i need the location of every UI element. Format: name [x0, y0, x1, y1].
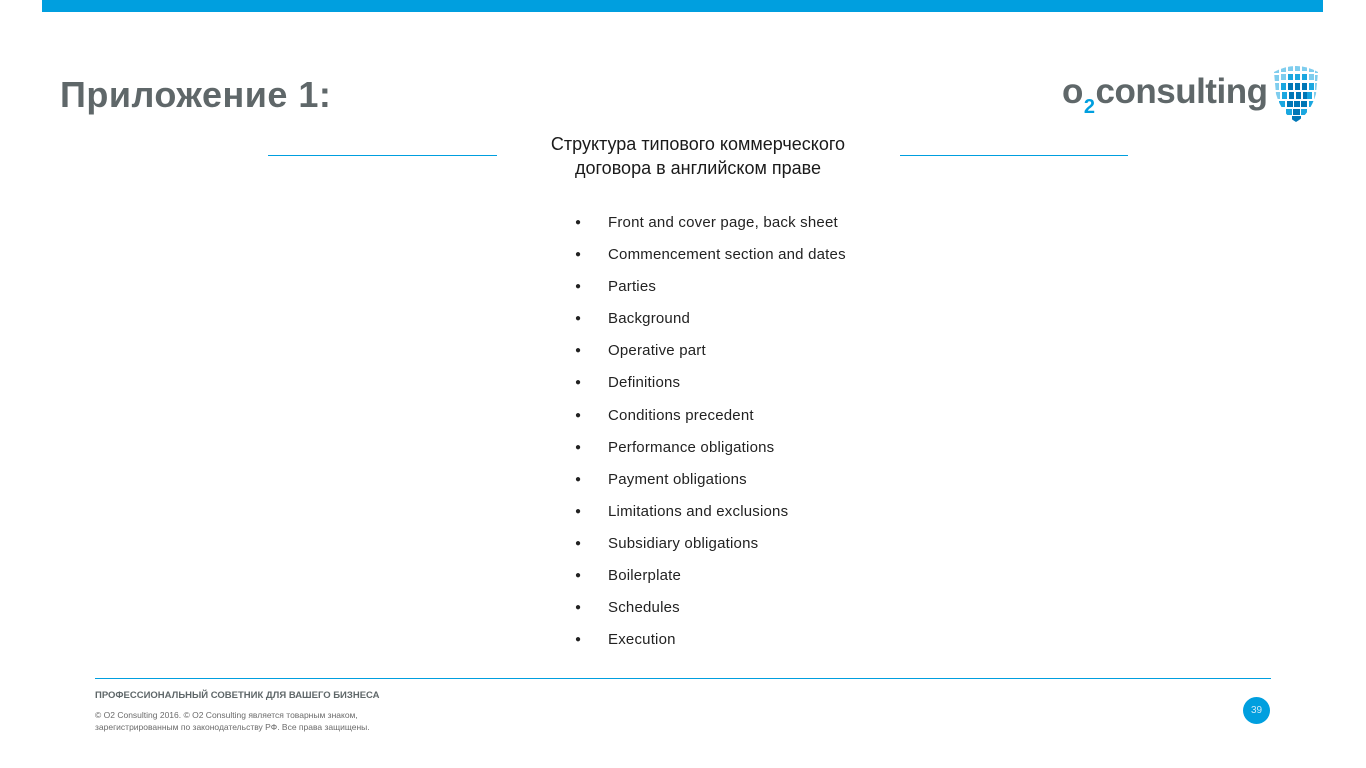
- bullet-icon: ●: [575, 473, 582, 485]
- bullet-icon: ●: [575, 634, 582, 646]
- footer-copyright: © O2 Consulting 2016. © O2 Consulting является товарным знаком, зарегистрированным по законодательству РФ. Все права защищены.: [95, 710, 370, 732]
- bullet-icon: ●: [575, 345, 582, 357]
- bullet-icon: ●: [575, 537, 582, 549]
- bullet-icon: ●: [575, 441, 582, 453]
- bullet-icon: ●: [575, 409, 582, 421]
- logo-wordmark: $o_2consulting$: [1062, 72, 1268, 118]
- bullet-icon: ●: [575, 249, 582, 261]
- bullet-icon: ●: [575, 602, 582, 614]
- bullet-icon: ●: [575, 217, 582, 228]
- bullet-icon: ●: [575, 377, 582, 389]
- page-title: Приложение 1:: [60, 74, 332, 115]
- section-subtitle: Структура типового коммерческого договора в английском праве: [550, 134, 846, 178]
- page-number-badge: 39: [1243, 697, 1270, 724]
- subtitle-rule-left: [268, 155, 497, 156]
- footer-tagline: ПРОФЕССИОНАЛЬНЫЙ СОВЕТНИК ДЛЯ ВАШЕГО БИЗНЕСА: [95, 690, 380, 701]
- logo-subscript: 2: [1083, 96, 1095, 118]
- bullet-icon: ●: [575, 570, 582, 582]
- bullet-icon: ●: [575, 313, 582, 325]
- bullet-icon: ●: [575, 281, 582, 293]
- top-accent-bar: [42, 0, 1323, 12]
- globe-grid-icon: [1272, 64, 1320, 124]
- subtitle-rule-right: [900, 155, 1128, 156]
- bullet-icon: ●: [575, 505, 582, 517]
- footer-divider: [95, 678, 1271, 679]
- company-logo: [1062, 62, 1324, 126]
